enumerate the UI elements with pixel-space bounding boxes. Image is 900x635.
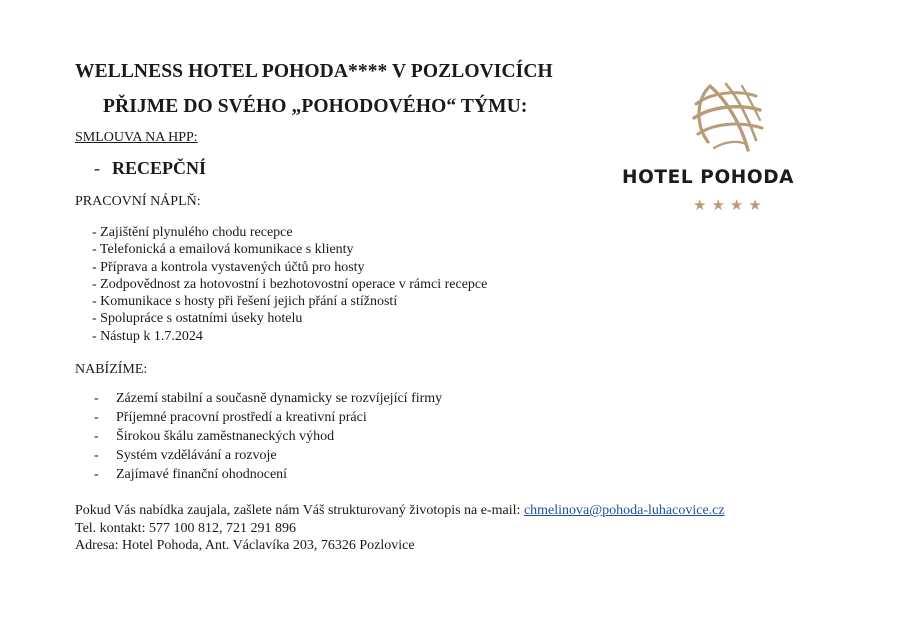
contract-label: SMLOUVA NA HPP: [75, 130, 198, 145]
list-item-text: Příjemné pracovní prostředí a kreativní práci [116, 410, 367, 425]
contact-intro-line [75, 502, 725, 520]
list-dash: - [94, 429, 99, 444]
list-item [94, 389, 442, 408]
list-item-text: Zázemí stabilní a současně dynamicky se rozvíjející firmy [116, 391, 443, 406]
position-title: RECEPČNÍ [112, 158, 207, 178]
list-dash: - [94, 391, 99, 406]
list-item: - Nástup k 1.7.2024 [92, 328, 203, 344]
subheadline: PŘIJME DO SVÉHO „POHODOVÉHO“ TÝMU: [103, 96, 528, 117]
list-item: - Zodpovědnost za hotovostní i bezhotovostní operace v rámci recepce [92, 276, 488, 292]
list-item: - Komunikace s hosty při řešení jejich přání a stížností [92, 294, 398, 310]
offers-list [94, 389, 442, 484]
list-item-text: Širokou škálu zaměstnaneckých výhod [116, 429, 335, 444]
list-item-text: Systém vzdělávání a rozvoje [116, 448, 277, 463]
list-item: - Spolupráce s ostatními úseky hotelu [92, 311, 303, 327]
globe-emblem-icon [690, 82, 764, 154]
contact-intro: Pokud Vás nabídka zaujala, zašlete nám Váš strukturovaný životopis na e-mail: [75, 503, 524, 518]
address-line: Adresa: Hotel Pohoda, Ant. Václavíka 203, 76326 Pozlovice [75, 538, 415, 553]
star-rating: ★★★★ [693, 196, 767, 214]
duties-list [92, 224, 487, 345]
list-item [94, 446, 442, 465]
list-dash: - [94, 467, 99, 482]
phone-line: Tel. kontakt: 577 100 812, 721 291 896 [75, 520, 297, 536]
list-item: - Telefonická a emailová komunikace s klienty [92, 242, 354, 258]
list-item [94, 408, 442, 427]
offers-label: NABÍZÍME: [75, 362, 148, 377]
list-item [94, 427, 442, 446]
logo-wordmark: HOTEL POHODA [622, 167, 795, 188]
position-item [94, 158, 206, 179]
duties-label: PRACOVNÍ NÁPLŇ: [75, 194, 201, 209]
list-item: - Příprava a kontrola vystavených účtů pro hosty [92, 259, 365, 275]
list-item-text: Zajímavé finanční ohodnocení [116, 467, 288, 482]
list-dash: - [94, 448, 99, 463]
email-link[interactable]: chmelinova@pohoda-luhacovice.cz [523, 503, 725, 518]
position-dash: - [94, 158, 100, 178]
list-dash: - [94, 410, 99, 425]
headline: WELLNESS HOTEL POHODA**** V POZLOVICÍCH [75, 61, 553, 82]
list-item [94, 465, 442, 484]
list-item: - Zajištění plynulého chodu recepce [92, 225, 293, 240]
contact-block [75, 502, 725, 555]
